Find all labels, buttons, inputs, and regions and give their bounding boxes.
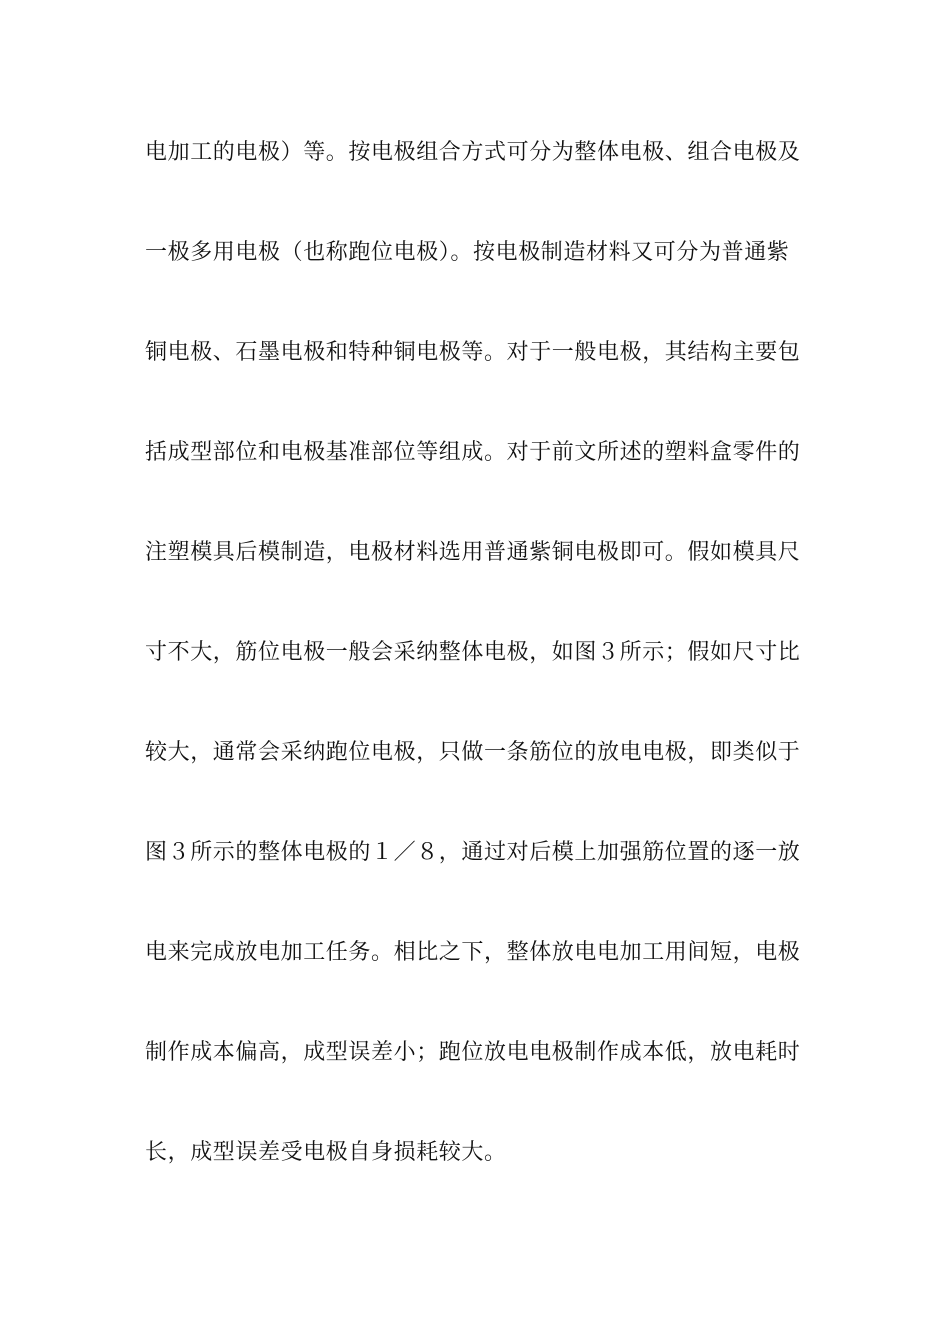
text-line: 制作成本偏高，成型误差小；跑位放电电极制作成本低，放电耗时 [145,1040,801,1065]
text-line: 电加工的电极）等。按电极组合方式可分为整体电极、组合电极及 [145,140,801,165]
text-line: 一极多用电极（也称跑位电极）。按电极制造材料又可分为普通紫 [145,240,790,265]
text-line: 较大，通常会采纳跑位电极，只做一条筋位的放电电极，即类似于 [145,740,801,765]
text-line: 电来完成放电加工任务。相比之下，整体放电电加工用间短，电极 [145,940,801,965]
text-line: 括成型部位和电极基准部位等组成。对于前文所述的塑料盒零件的 [145,440,801,465]
text-line: 铜电极、石墨电极和特种铜电极等。对于一般电极，其结构主要包 [145,340,801,365]
body-paragraph [145,128,815,1228]
text-line: 图３所示的整体电极的１／８，通过对后模上加强筋位置的逐一放 [145,840,801,865]
text-line: 注塑模具后模制造，电极材料选用普通紫铜电极即可。假如模具尺 [145,540,801,565]
text-line: 长，成型误差受电极自身损耗较大。 [145,1140,507,1165]
text-line: 寸不大，筋位电极一般会采纳整体电极，如图３所示；假如尺寸比 [145,640,801,665]
